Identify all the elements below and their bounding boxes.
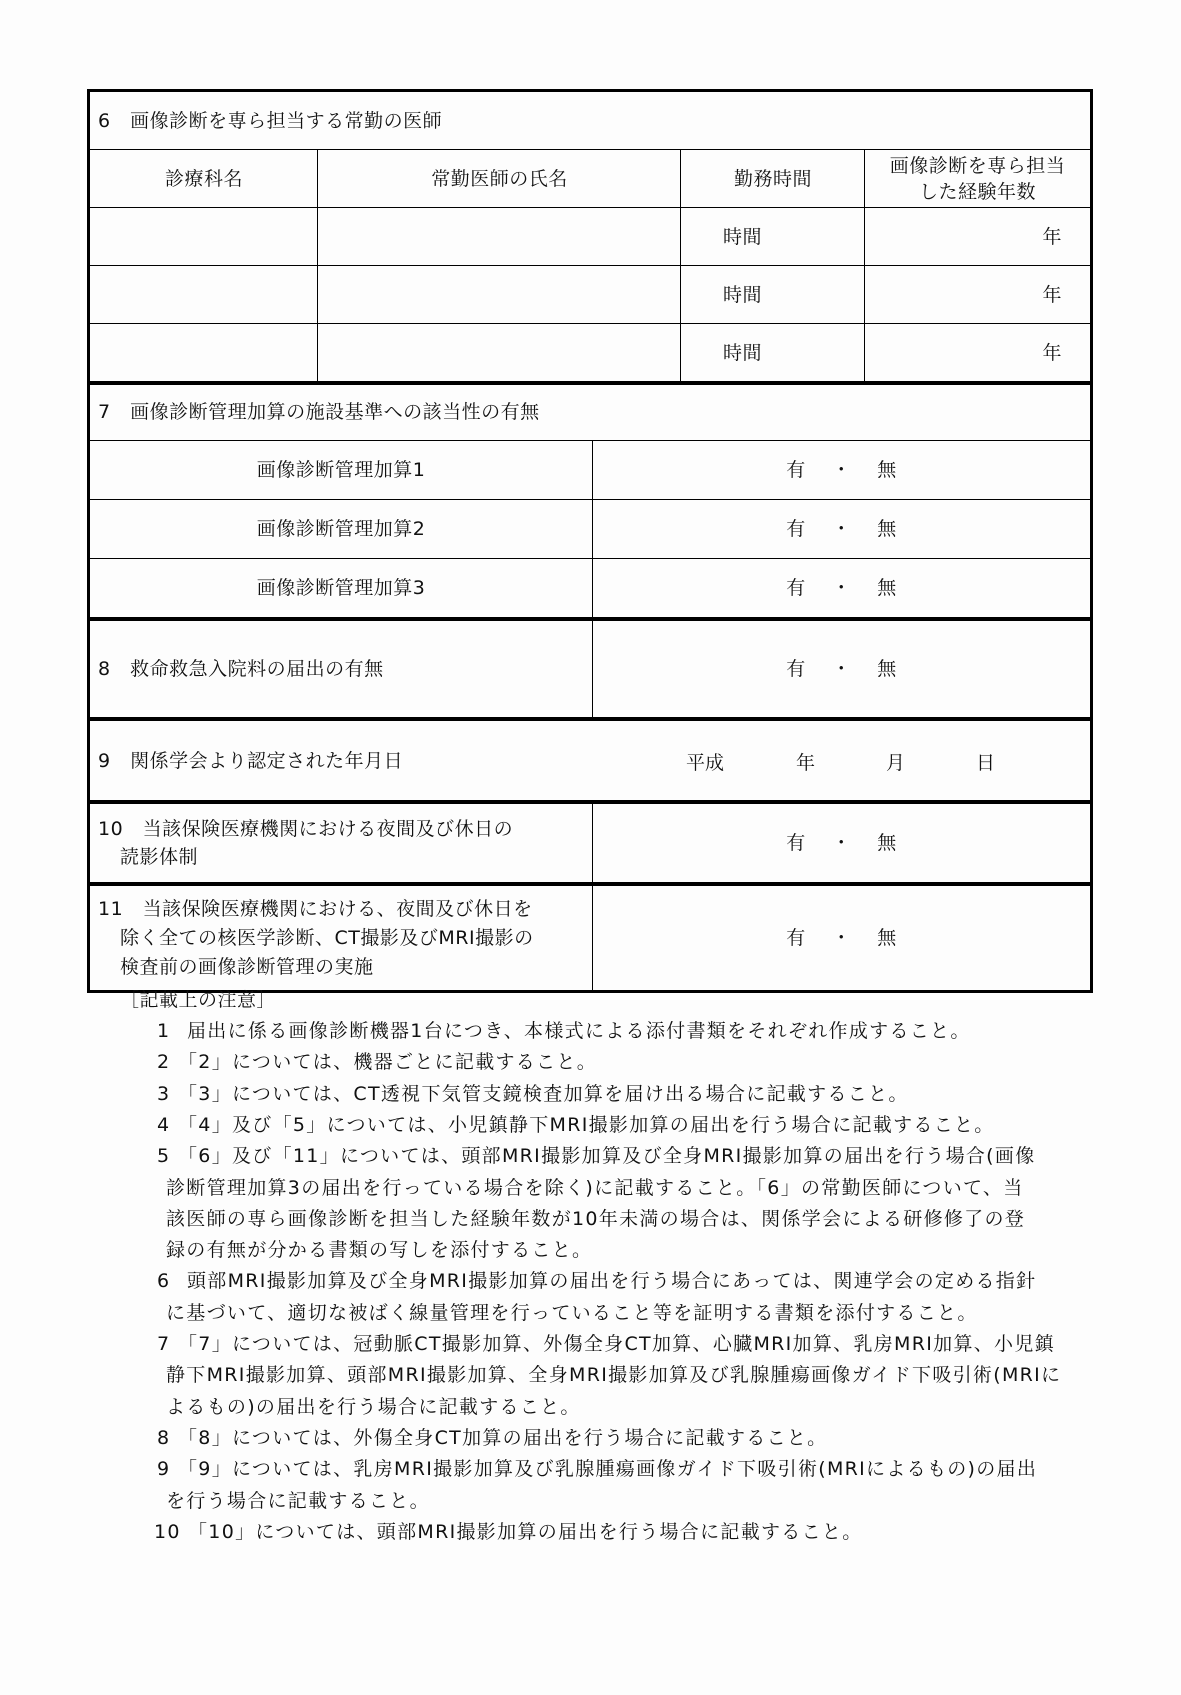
note-number: 7 (157, 1333, 171, 1355)
note-text: を行う場合に記載すること。 (166, 1490, 430, 1512)
note-text: 該医師の専ら画像診断を担当した経験年数が10年未満の場合は、関係学会による研修修了の登 (166, 1208, 1026, 1230)
separator: ・ (831, 577, 852, 599)
row2-years-input[interactable] (865, 266, 1090, 324)
note-text: 「6」及び「11」については、頭部MRI撮影加算及び全身MRI撮影加算の届出を行う場合(画像 (178, 1145, 1036, 1167)
note-number: 9 (157, 1458, 171, 1480)
era-label: 平成 (686, 751, 725, 774)
row2-hours-input[interactable] (681, 266, 865, 324)
hours-unit: 時間 (722, 342, 762, 364)
row3-hours-input[interactable] (681, 324, 865, 382)
years-unit: 年 (1042, 226, 1062, 248)
no-option[interactable]: 無 (877, 459, 897, 481)
section7-row1-yes-no[interactable] (593, 441, 1090, 499)
day-label: 日 (976, 751, 996, 774)
row3-years-input[interactable] (865, 324, 1090, 382)
header-experience-years (865, 150, 1090, 208)
section7-row3-yes-no[interactable] (593, 559, 1090, 617)
separator: ・ (831, 459, 852, 481)
note-number: 2 (157, 1051, 171, 1073)
hours-unit: 時間 (722, 226, 762, 248)
separator: ・ (831, 658, 852, 680)
section8-yes-no[interactable] (593, 621, 1090, 717)
separator: ・ (831, 927, 852, 949)
header-experience-line2: した経験年数 (918, 181, 1036, 203)
note-text: 録の有無が分かる書類の写しを添付すること。 (166, 1239, 593, 1261)
divider (864, 150, 865, 382)
divider (592, 886, 593, 990)
section7-row2-yes-no[interactable] (593, 500, 1090, 558)
header-experience-line1: 画像診断を専ら担当 (889, 155, 1066, 177)
note-text: に基づいて、適切な被ばく線量管理を行っていること等を証明する書類を添付すること。 (166, 1302, 978, 1324)
no-option[interactable]: 無 (877, 518, 897, 540)
divider (592, 621, 593, 717)
section10-label-line2: 読影体制 (120, 846, 199, 868)
row1-department-input[interactable] (90, 208, 318, 266)
note-text: 頭部MRI撮影加算及び全身MRI撮影加算の届出を行う場合にあっては、関連学会の定める指針 (187, 1270, 1037, 1292)
divider (680, 150, 681, 382)
note-number: 4 (157, 1114, 171, 1136)
row2-name-input[interactable] (318, 266, 681, 324)
yes-option[interactable]: 有 (786, 927, 806, 949)
note-text: 静下MRI撮影加算、頭部MRI撮影加算、全身MRI撮影加算及び乳腺腫瘍画像ガイド下吸引術(MRIに (166, 1364, 1062, 1386)
divider (592, 804, 593, 882)
section7-row1-label: 画像診断管理加算1 (256, 459, 426, 481)
no-option[interactable]: 無 (877, 832, 897, 854)
month-label: 月 (886, 751, 906, 774)
row1-hours-input[interactable] (681, 208, 865, 266)
note-text: 「2」については、機器ごとに記載すること。 (178, 1051, 598, 1073)
no-option[interactable]: 無 (877, 927, 897, 949)
divider (317, 150, 318, 382)
row3-name-input[interactable] (318, 324, 681, 382)
no-option[interactable]: 無 (877, 577, 897, 599)
yes-option[interactable]: 有 (786, 459, 806, 481)
separator: ・ (831, 518, 852, 540)
row2-department-input[interactable] (90, 266, 318, 324)
note-text: 診断管理加算3の届出を行っている場合を除く)に記載すること。「6」の常勤医師について、当 (166, 1177, 1024, 1199)
row3-department-input[interactable] (90, 324, 318, 382)
yes-option[interactable]: 有 (786, 832, 806, 854)
application-form-table (87, 89, 1093, 993)
yes-option[interactable]: 有 (786, 658, 806, 680)
section10-label-line1: 10 当該保険医療機関における夜間及び休日の (98, 818, 514, 840)
yes-option[interactable]: 有 (786, 577, 806, 599)
note-text: よるもの)の届出を行う場合に記載すること。 (166, 1396, 581, 1418)
yes-option[interactable]: 有 (786, 518, 806, 540)
section11-label (90, 886, 592, 990)
no-option[interactable]: 無 (877, 658, 897, 680)
hours-unit: 時間 (722, 284, 762, 306)
note-number: 8 (157, 1427, 171, 1449)
header-department: 診療科名 (164, 168, 243, 190)
header-work-hours: 勤務時間 (733, 168, 812, 190)
notes-heading: ［記載上の注意］ (120, 989, 277, 1011)
section10-label (90, 804, 592, 882)
note-number: 5 (157, 1145, 171, 1167)
note-text: 届出に係る画像診断機器1台につき、本様式による添付書類をそれぞれ作成すること。 (187, 1020, 971, 1042)
note-text: 「7」については、冠動脈CT撮影加算、外傷全身CT加算、心臓MRI加算、乳房MRI加算、小児鎮 (178, 1333, 1055, 1355)
section9-date-field[interactable] (686, 721, 995, 801)
years-unit: 年 (1042, 342, 1062, 364)
section7-title: 7 画像診断管理加算の施設基準への該当性の有無 (98, 401, 540, 423)
row1-name-input[interactable] (318, 208, 681, 266)
note-number: 1 (157, 1020, 171, 1042)
note-text: 「4」及び「5」については、小児鎮静下MRI撮影加算の届出を行う場合に記載すること。 (178, 1114, 995, 1136)
row1-years-input[interactable] (865, 208, 1090, 266)
section9-label: 9 関係学会より認定された年月日 (98, 750, 404, 772)
section7-row3-label: 画像診断管理加算3 (256, 577, 426, 599)
section11-label-line3: 検査前の画像診断管理の実施 (120, 955, 374, 978)
note-text: 「9」については、乳房MRI撮影加算及び乳腺腫瘍画像ガイド下吸引術(MRIによるもの)の届出 (178, 1458, 1038, 1480)
header-physician-name: 常勤医師の氏名 (431, 168, 568, 190)
section10-yes-no[interactable] (593, 804, 1090, 882)
note-text: 「3」については、CT透視下気管支鏡検査加算を届け出る場合に記載すること。 (178, 1083, 909, 1105)
note-text: 「10」については、頭部MRI撮影加算の届出を行う場合に記載すること。 (188, 1521, 863, 1543)
years-unit: 年 (1042, 284, 1062, 306)
divider (592, 441, 593, 617)
section7-row2-label: 画像診断管理加算2 (256, 518, 426, 540)
section11-yes-no[interactable] (593, 886, 1090, 990)
section8-label: 8 救命救急入院料の届出の有無 (98, 658, 384, 680)
section6-title: 6 画像診断を専ら担当する常勤の医師 (98, 110, 443, 132)
note-text: 「8」については、外傷全身CT加算の届出を行う場合に記載すること。 (178, 1427, 828, 1449)
year-label: 年 (796, 751, 816, 774)
note-number: 3 (157, 1083, 171, 1105)
note-number: 10 (154, 1521, 181, 1543)
separator: ・ (831, 832, 852, 854)
section11-label-line1: 11 当該保険医療機関における、夜間及び休日を (98, 897, 533, 920)
note-number: 6 (157, 1270, 171, 1292)
section11-label-line2: 除く全ての核医学診断、CT撮影及びMRI撮影の (120, 926, 534, 949)
